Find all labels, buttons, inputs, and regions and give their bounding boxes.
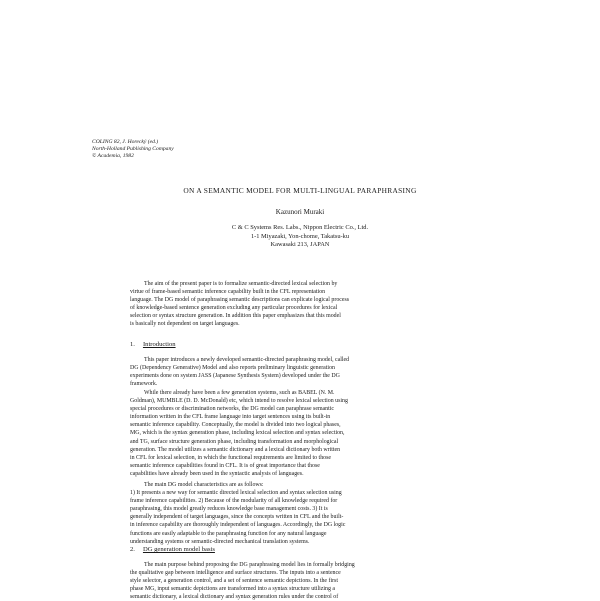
- text-line: information written in the CFL frame language into target sentences using its built-in: [130, 414, 331, 421]
- intro-paragraph: [130, 389, 471, 478]
- text-line: the qualitative gap between intelligence and surface structures. The inputs into a sentence: [130, 570, 341, 577]
- text-line: capabilities have already been used in the syntactic analysis of languages.: [130, 470, 304, 477]
- text-line: The aim of the present paper is to formalize semantic-directed lexical selection by: [144, 281, 338, 287]
- text-line: While there already have been a few generation systems, such as BABEL (N. M.: [144, 390, 335, 396]
- text-line: semantic inference capability. Conceptually, the model is divided into two logical phases,: [130, 422, 341, 429]
- text-line: style selector, a generation control, and a set of sentence semantic depictions. In the first: [130, 578, 338, 585]
- text-line: of knowledge-based sentence generation excluding any particular procedures for lexical: [130, 305, 338, 312]
- text-line: functions are easily adaptable to the paraphrasing function for any natural language: [130, 530, 327, 537]
- text-line: selection or syntax structure generation. In addition this paper emphasizes that this model: [130, 313, 341, 320]
- imprint-line: COLING 82, J. Horecký (ed.): [92, 139, 159, 145]
- text-line: and TG, surface structure generation phase, including transformation and morphological: [130, 438, 339, 445]
- affiliation-line: 1-1 Miyazaki, Yon-chome, Takatsu-ku: [250, 232, 350, 240]
- text-line: The main DG model characteristics are as follows:: [144, 482, 264, 488]
- paper-title: ON A SEMANTIC MODEL FOR MULTI-LINGUAL PARAPHRASING: [183, 186, 417, 195]
- text-line: virtue of frame-based semantic inference capability built in the CFL representation: [130, 289, 326, 296]
- publisher-imprint: [92, 139, 174, 160]
- text-line: The main purpose behind proposing the DG paraphrasing model lies in formally bridging: [144, 562, 355, 568]
- affiliation-line: C & C Systems Res. Labs., Nippon Electric Co., Ltd.: [231, 224, 369, 231]
- text-line: frame inference capabilities. 2) Because of the modularity of all knowledge required for: [130, 498, 338, 505]
- author-affiliation: [0, 224, 600, 250]
- text-line: Goldman), MUMBLE (D. D. McDonald) etc, which intend to resolve lexical selection using: [130, 398, 348, 405]
- section-number: 1.: [130, 341, 135, 348]
- section-title: Introduction: [142, 341, 176, 348]
- affiliation-line: Kawasaki 213, JAPAN: [270, 241, 330, 249]
- text-line: generally independent of target languages, since the concepts written in CFL and the built-: [130, 514, 344, 521]
- intro-paragraph: [130, 481, 471, 546]
- text-line: semantic inference capabilities found in CFL. It is of great importance that those: [130, 462, 320, 469]
- abstract: [130, 280, 471, 329]
- text-line: phase MG, input semantic depictions are transformed into a syntax structure utilizing a: [130, 586, 335, 593]
- text-line: experiments done on system JASS (Japanese Synthesis System) developed under the DG: [130, 373, 340, 380]
- text-line: in CFL for lexical selection, in which the functional requirements are limited to those: [130, 454, 331, 461]
- text-line: 1) It presents a new way for semantic directed lexical selection and syntax selection using: [130, 490, 342, 497]
- text-line: DG (Dependency Generative) Model and also reports preliminary linguistic generation: [130, 365, 335, 372]
- imprint-line: © Academia, 1982: [92, 153, 134, 159]
- text-line: This paper introduces a newly developed semantic-directed paraphrasing model, called: [144, 357, 350, 363]
- section-paragraph: [130, 561, 471, 601]
- text-line: MG, which is the syntax generation phase, including lexical selection and syntax selection,: [130, 430, 345, 437]
- text-line: is basically not dependent on target languages.: [130, 321, 240, 328]
- text-line: in inference capability are thoroughly independent of languages. Accordingly, the DG logic: [130, 522, 346, 529]
- text-line: semantic dictionary, a lexical dictionary and syntax generation rules under the control of: [130, 594, 339, 601]
- text-line: special procedures or discrimination networks, the DG model can paraphrase semantic: [130, 406, 334, 413]
- section-number: 2.: [130, 546, 135, 553]
- imprint-line: North-Holland Publishing Company: [92, 146, 174, 152]
- text-line: understanding systems or semantic-directed mechanical translation systems.: [130, 538, 310, 545]
- section-heading: [130, 546, 215, 553]
- author-name: Kazunori Muraki: [275, 208, 325, 216]
- text-line: generation. The model utilizes a semantic dictionary and a lexical dictionary both written: [130, 446, 341, 453]
- text-line: paraphrasing, this model greatly reduces knowledge base management costs. 3) It is: [130, 506, 328, 513]
- intro-paragraph: [130, 356, 471, 388]
- text-line: language. The DG model of paraphrasing semantic descriptions can explicate logical process: [130, 297, 350, 304]
- section-title: DG generation model basis: [142, 546, 215, 553]
- section-heading: [130, 341, 176, 348]
- text-line: framework.: [130, 381, 158, 388]
